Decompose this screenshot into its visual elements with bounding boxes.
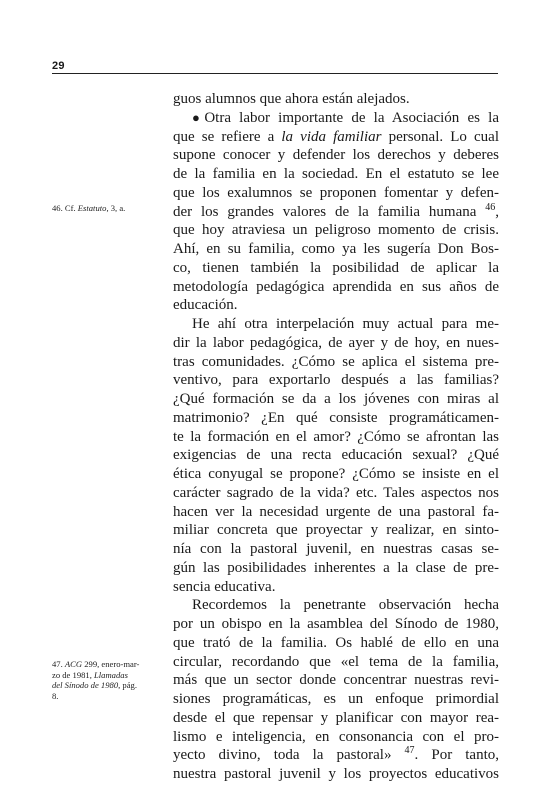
text-run: Otra labor importante de la Asociación es la xyxy=(204,109,499,126)
footnote-reference: 46 xyxy=(485,201,496,213)
text-run: exigencias de una recta educación sexual? ¿Qué xyxy=(173,447,499,464)
header-rule xyxy=(52,73,498,74)
text-line xyxy=(173,278,499,297)
text-line xyxy=(173,671,499,690)
footnote-line xyxy=(52,691,156,702)
text-line xyxy=(173,653,499,672)
text-run: der los grandes valores de la familia humana xyxy=(173,203,486,220)
text-line xyxy=(173,315,499,334)
bullet-icon: ● xyxy=(192,109,200,125)
text-run: matrimonio? ¿En qué consiste programáticamen- xyxy=(173,409,499,426)
text-line xyxy=(173,259,499,278)
text-run: miliar concreta que proyectar y realizar, en sinto- xyxy=(173,522,499,539)
text-line xyxy=(173,540,499,559)
body-text xyxy=(173,90,499,784)
text-run: lismo e inteligencia, en consonancia con el pro- xyxy=(173,728,499,745)
text-line xyxy=(173,409,499,428)
text-run: desde el que repensar y planificar con mayor rea- xyxy=(173,709,499,726)
text-run: co, tienen también la posibilidad de aplicar la xyxy=(173,259,499,276)
text-run: de la familia en la sociedad. En el estatuto se lee xyxy=(173,166,499,182)
footnote-line xyxy=(52,680,156,691)
text-run: . Por tanto, xyxy=(414,747,499,764)
text-line xyxy=(173,109,499,128)
italic-text: ACG xyxy=(64,659,83,669)
text-run: por un obispo en la asamblea del Sínodo de 1980, xyxy=(173,616,499,632)
page-number: 29 xyxy=(52,60,65,72)
text-line xyxy=(173,128,499,147)
text-run: guos alumnos que ahora están alejados. xyxy=(173,91,410,107)
text-run: personal. Lo cual xyxy=(381,128,499,145)
text-line xyxy=(173,521,499,540)
italic-text: del Sínodo de 1980 xyxy=(52,680,119,690)
footnote-reference: 47 xyxy=(404,745,415,757)
italic-text: la vida familiar xyxy=(281,128,382,145)
text-run: hacen ver la necesidad urgente de una pastoral fa- xyxy=(173,503,499,520)
text-run: zo de 1981, xyxy=(52,669,95,680)
text-run: ventivo, para exportarlo después a las familias? xyxy=(173,372,499,389)
text-run: que se refiere a xyxy=(173,128,282,145)
text-line xyxy=(173,353,499,372)
text-run: ¿Qué formación se da a los jóvenes con miras al xyxy=(173,391,499,407)
text-line xyxy=(173,484,499,503)
footnote-line xyxy=(52,670,156,681)
text-run: gún las posibilidades inherentes a la clase de pre- xyxy=(173,559,499,576)
text-run: que trató de la familia. Os hablé de ello en una xyxy=(173,634,499,651)
text-run: , 3, a. xyxy=(106,203,126,213)
text-line xyxy=(173,240,499,259)
text-line xyxy=(173,184,499,203)
text-line xyxy=(173,296,499,315)
text-line xyxy=(173,371,499,390)
text-run: circular, recordando que «el tema de la familia, xyxy=(173,653,499,670)
text-run: He ahí otra interpelación muy actual para me- xyxy=(192,316,499,332)
text-run: metodología pedagógica aprendida en sus años de xyxy=(173,278,499,295)
text-line xyxy=(173,146,499,165)
text-run: sencia educativa. xyxy=(173,578,276,595)
text-line xyxy=(173,334,499,353)
text-line xyxy=(173,690,499,709)
text-line xyxy=(173,503,499,522)
text-run: ética conyugal se propone? ¿Cómo se insiste en el xyxy=(173,466,499,482)
text-run: tras comunidades. ¿Cómo se aplica el sistema pre- xyxy=(173,353,499,370)
text-line xyxy=(173,465,499,484)
text-run: 299, enero-mar- xyxy=(82,659,140,669)
text-run: , pág. xyxy=(118,680,137,690)
text-run: Recordemos la penetrante observación hecha xyxy=(192,597,499,614)
text-run: nía con la pastoral juvenil, en nuestras casas se- xyxy=(173,541,499,557)
text-line xyxy=(173,596,499,615)
italic-text: Estatuto xyxy=(77,203,107,213)
text-line xyxy=(173,165,499,184)
text-line xyxy=(173,428,499,447)
text-run: educación. xyxy=(173,297,238,314)
text-run: que los exalumnos se proponen fomentar y defen- xyxy=(173,184,499,201)
text-line xyxy=(173,578,499,597)
text-line xyxy=(173,90,499,109)
text-line xyxy=(173,203,499,222)
text-line xyxy=(173,765,499,784)
text-line xyxy=(173,709,499,728)
text-line xyxy=(173,615,499,634)
text-line xyxy=(173,221,499,240)
text-run: carácter sagrado de la vida? etc. Tales aspectos nos xyxy=(173,484,499,501)
text-run: 46. Cf. xyxy=(52,203,78,213)
text-run: dir la labor pedagógica, de ayer y de hoy, en nues- xyxy=(173,334,499,351)
text-run: más que un sector donde concentrar nuestras revi- xyxy=(173,672,499,689)
footnote-46 xyxy=(52,203,156,214)
text-run: que hoy atraviesa un peligroso momento de crisis. xyxy=(173,222,499,239)
italic-text: Llamadas xyxy=(94,669,128,680)
text-run: 8. xyxy=(52,690,59,701)
text-line xyxy=(173,390,499,409)
text-line xyxy=(173,634,499,653)
footnote-line xyxy=(52,203,156,214)
footnote-47 xyxy=(52,659,156,701)
text-run: siones programáticas, es un enfoque primordial xyxy=(173,691,499,707)
text-line xyxy=(173,446,499,465)
text-line xyxy=(173,746,499,765)
text-run: yecto divino, toda la pastoral» xyxy=(173,747,405,764)
text-run: supone conocer y defender los derechos y deberes xyxy=(173,147,499,164)
text-line xyxy=(173,728,499,747)
text-run: , xyxy=(495,203,499,220)
text-run: nuestra pastoral juvenil y los proyectos educativos xyxy=(173,766,499,782)
text-run: 47. xyxy=(52,659,65,669)
text-run: te la formación en el amor? ¿Cómo se afrontan las xyxy=(173,428,499,445)
text-run: Ahí, en su familia, como ya les sugería Don Bos- xyxy=(173,241,499,257)
footnote-line xyxy=(52,659,156,670)
text-line xyxy=(173,559,499,578)
